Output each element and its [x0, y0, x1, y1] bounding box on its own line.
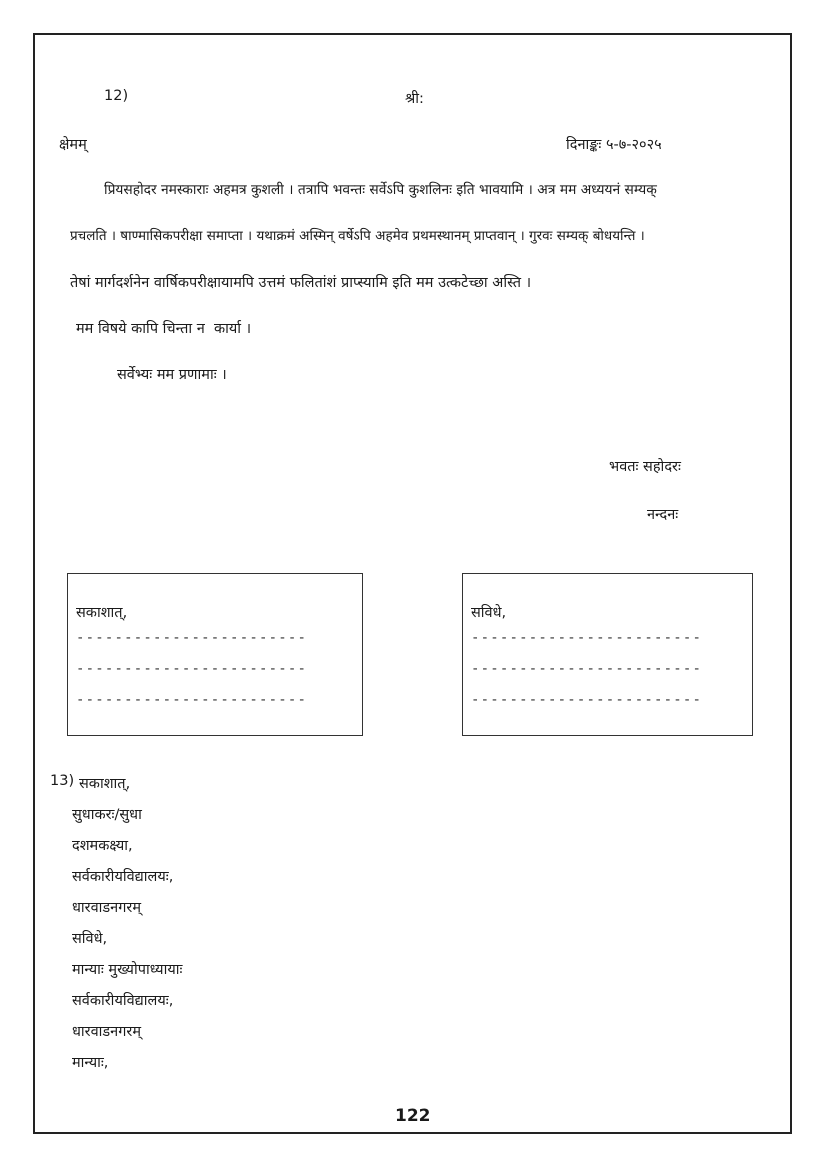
closing-relation: भवतः सहोदरः: [609, 459, 681, 475]
invocation: श्री:: [405, 91, 424, 107]
address-line: मान्याः,: [72, 1055, 109, 1071]
address-line: धारवाडनगरम्: [72, 900, 141, 916]
from-label: सकाशात्,: [76, 605, 128, 621]
address-line: सर्वकारीयविद्यालयः,: [72, 993, 174, 1009]
blank-line: ------------------------: [471, 661, 703, 677]
blank-line: ------------------------: [76, 661, 308, 677]
date: दिनाङ्कः ५-७-२०२५: [566, 137, 662, 153]
from-label-13: सकाशात्,: [79, 776, 131, 792]
body-line-1: प्रियसहोदर नमस्काराः अहमत्र कुशली । तत्रापि भवन्तः सर्वेऽपि कुशलिनः इति भावयामि । अत्र मम अध्ययनं सम्यक्: [104, 182, 657, 198]
address-line: मान्याः मुख्योपाध्यायाः: [72, 962, 183, 978]
to-label: सविधे,: [471, 605, 507, 621]
blank-line: ------------------------: [471, 692, 703, 708]
blank-line: ------------------------: [471, 630, 703, 646]
address-line: सुधाकरः/सुधा: [72, 807, 142, 823]
body-line-3: तेषां मार्गदर्शनेन वार्षिकपरीक्षायामपि उत्तमं फलितांशं प्राप्स्यामि इति मम उत्कटेच्छा अस्ति ।: [70, 275, 532, 291]
place: क्षेमम्: [59, 137, 87, 153]
to-address-box: [462, 573, 753, 736]
address-line: धारवाडनगरम्: [72, 1024, 141, 1040]
address-line: सविधे,: [72, 931, 108, 947]
blank-line: ------------------------: [76, 692, 308, 708]
question-number-12: 12): [104, 88, 129, 104]
blank-line: ------------------------: [76, 630, 308, 646]
page-number: 122: [395, 1106, 431, 1126]
body-line-4: मम विषये कापि चिन्ता न कार्या ।: [76, 321, 252, 337]
body-line-5: सर्वेभ्यः मम प्रणामाः ।: [117, 367, 227, 383]
address-line: दशमकक्ष्या,: [72, 838, 133, 854]
question-number-13: 13): [50, 773, 75, 789]
body-line-2: प्रचलति । षाण्मासिकपरीक्षा समाप्ता । यथाक्रमं अस्मिन् वर्षेऽपि अहमेव प्रथमस्थानम् प्राप्तवान् । गुरवः सम्यक् बोधयन्ति ।: [70, 228, 645, 244]
from-address-box: [67, 573, 363, 736]
address-line: सर्वकारीयविद्यालयः,: [72, 869, 174, 885]
closing-name: नन्दनः: [647, 507, 679, 523]
